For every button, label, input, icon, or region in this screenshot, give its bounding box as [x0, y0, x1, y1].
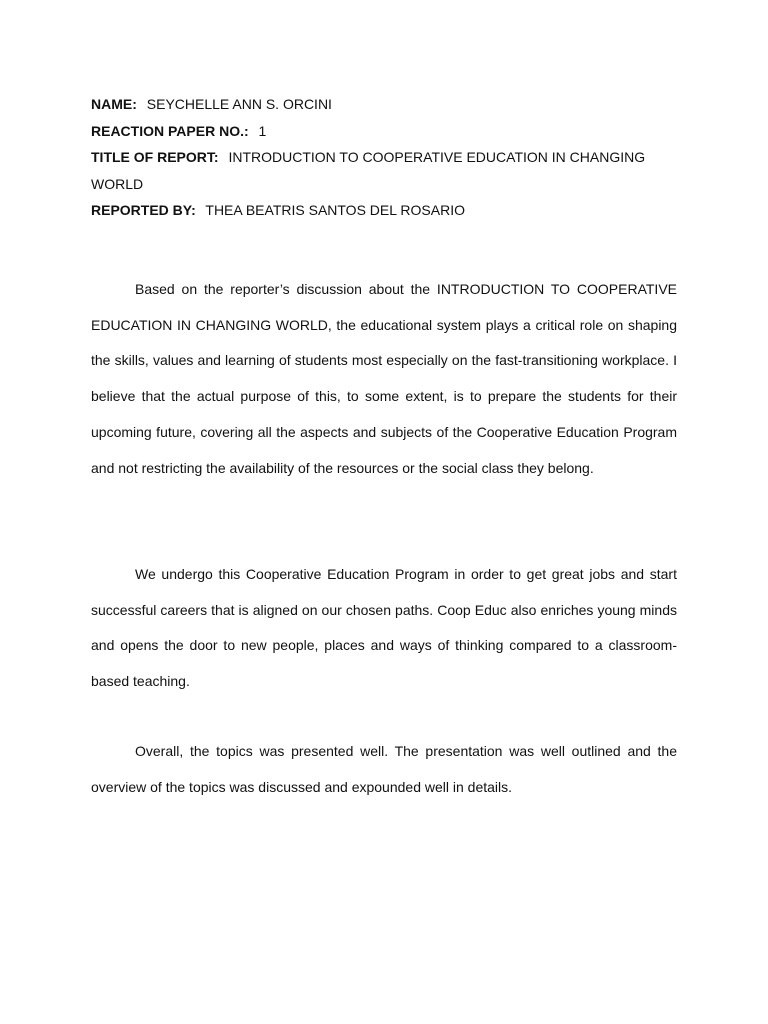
reported-by-label: REPORTED BY: — [91, 202, 196, 218]
reported-by-value: THEA BEATRIS SANTOS DEL ROSARIO — [205, 202, 465, 218]
body-paragraph: Based on the reporter’s discussion about the INTRODUCTION TO COOPERATIVE EDUCATION IN CHANGING WORLD, the educational system plays a critical role on shaping the skills, values and learning of students most especially on the fast-transitioning workplace. I believe that the actual purpose of this, to some extent, is to prepare the students for their upcoming future, covering all the aspects and subjects of the Cooperative Education Program and not restricting the availability of the resources or the social class they belong. — [91, 281, 677, 476]
body-paragraph: We undergo this Cooperative Education Program in order to get great jobs and start successful careers that is aligned on our chosen paths. Coop Educ also enriches young minds and opens the door to new people, places and ways of thinking compared to a classroom-based teaching. — [91, 566, 677, 690]
report-title-line — [91, 144, 681, 197]
document-header — [91, 91, 681, 224]
paper-number-value: 1 — [258, 122, 267, 139]
report-title-label: TITLE OF REPORT: — [91, 149, 219, 165]
name-value: SEYCHELLE ANN S. ORCINI — [146, 96, 332, 112]
report-title-value: INTRODUCTION TO COOPERATIVE EDUCATION IN CHANGING WORLD — [91, 149, 646, 192]
paper-number-label: REACTION PAPER NO.: — [91, 122, 249, 139]
name-label: NAME: — [91, 96, 137, 112]
reported-by-line — [91, 197, 681, 224]
body-paragraph: Overall, the topics was presented well. The presentation was well outlined and the overview of the topics was discussed and expounded well in details. — [91, 743, 677, 795]
name-line — [91, 91, 681, 118]
paper-number-line — [91, 118, 681, 145]
